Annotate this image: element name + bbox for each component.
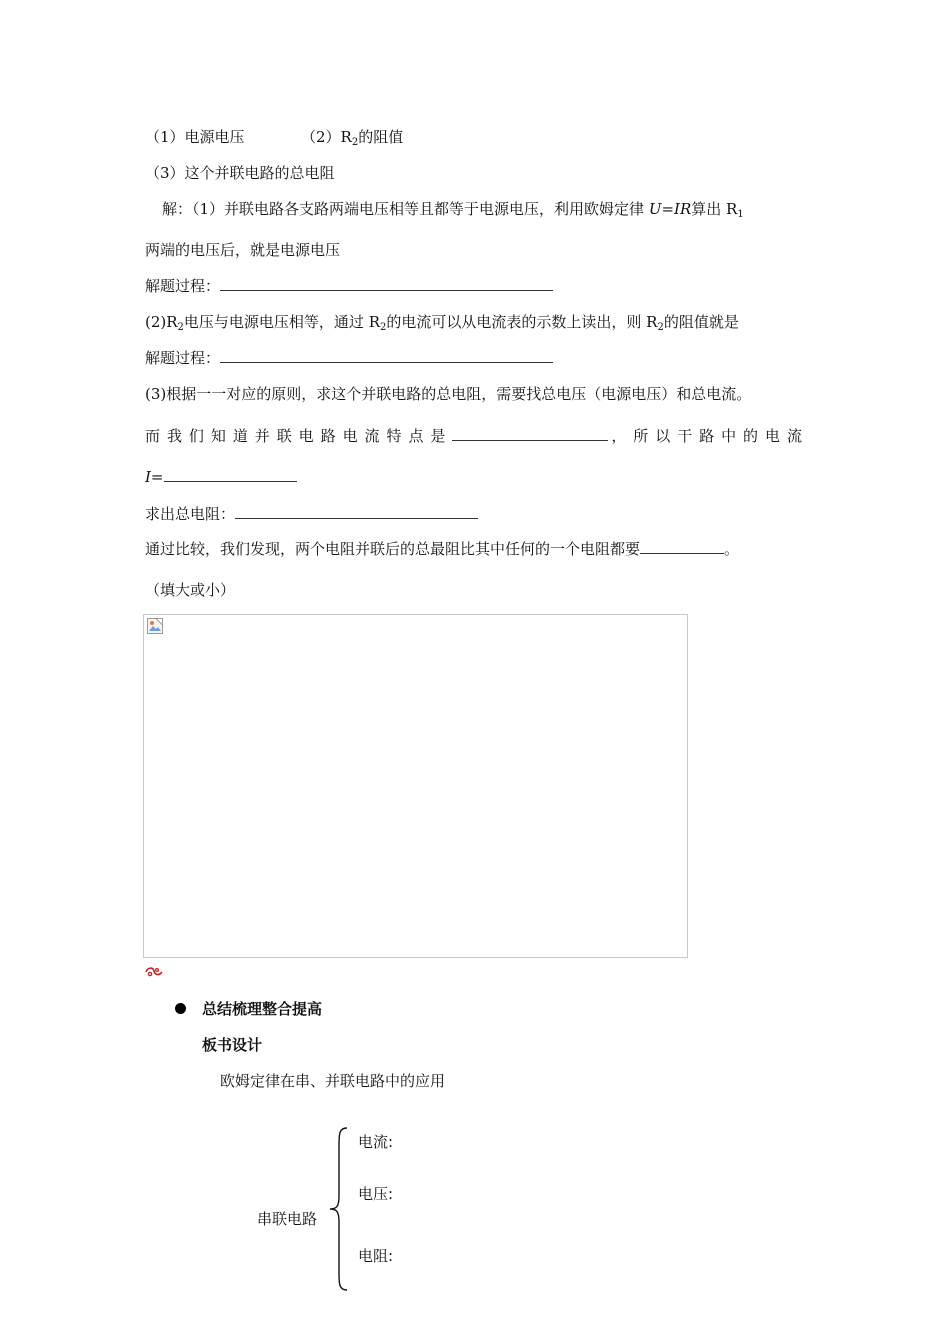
solution-line-2: 两端的电压后，就是电源电压	[145, 241, 341, 259]
summary-heading: 总结梳理整合提高	[202, 1000, 323, 1018]
question-part-3: （3）这个并联电路的总电阻	[145, 164, 335, 182]
series-item-voltage: 电压:	[358, 1185, 394, 1203]
red-mark-icon	[145, 966, 163, 978]
solution-line-1: 解：（1）并联电路各支路两端电压相等且都等于电源电压，利用欧姆定律 U=IR算出 $R_1$	[162, 200, 744, 220]
circuit-image-placeholder	[143, 614, 688, 958]
broken-image-icon	[147, 618, 163, 634]
left-brace-icon	[327, 1126, 351, 1292]
question-part-1: （1）电源电压	[145, 128, 245, 146]
process-line-2: 解题过程：	[145, 348, 553, 368]
blank-compare[interactable]	[640, 539, 724, 554]
fill-hint: （填大或小）	[145, 581, 236, 599]
solution-part-3-cont: 而我们知道并联电路电流特点是 ，所以干路中的电流	[145, 427, 806, 445]
solution-part-2: $(2)R_2$电压与电源电压相等，通过 $R_2$的电流可以从电流表的示数上读出，则 $R_2$的阻值就是	[145, 313, 739, 333]
series-circuit-label: 串联电路	[257, 1210, 318, 1228]
blank-current-feature[interactable]	[452, 426, 608, 441]
blank-process-1[interactable]	[220, 276, 553, 291]
board-title: 欧姆定律在串、并联电路中的应用	[220, 1072, 446, 1090]
question-part-2: $(2)R_2$的阻值	[301, 128, 404, 148]
bullet-icon	[175, 1003, 186, 1014]
board-design-heading: 板书设计	[202, 1036, 263, 1054]
process-line-1: 解题过程：	[145, 276, 553, 296]
blank-total-resistance[interactable]	[235, 504, 478, 519]
blank-current[interactable]	[164, 467, 297, 482]
solution-part-3: (3)根据一一对应的原则，求这个并联电路的总电阻，需要找总电压（电源电压）和总电流。	[145, 385, 752, 403]
total-resistance-line: 求出总电阻：	[145, 504, 478, 524]
compare-line: 通过比较，我们发现，两个电阻并联后的总最阻比其中任何的一个电阻都要 。	[145, 540, 740, 558]
series-item-current: 电流:	[358, 1133, 394, 1151]
blank-process-2[interactable]	[220, 348, 553, 363]
current-line: I=	[145, 467, 297, 487]
series-item-resistance: 电阻:	[358, 1247, 394, 1265]
